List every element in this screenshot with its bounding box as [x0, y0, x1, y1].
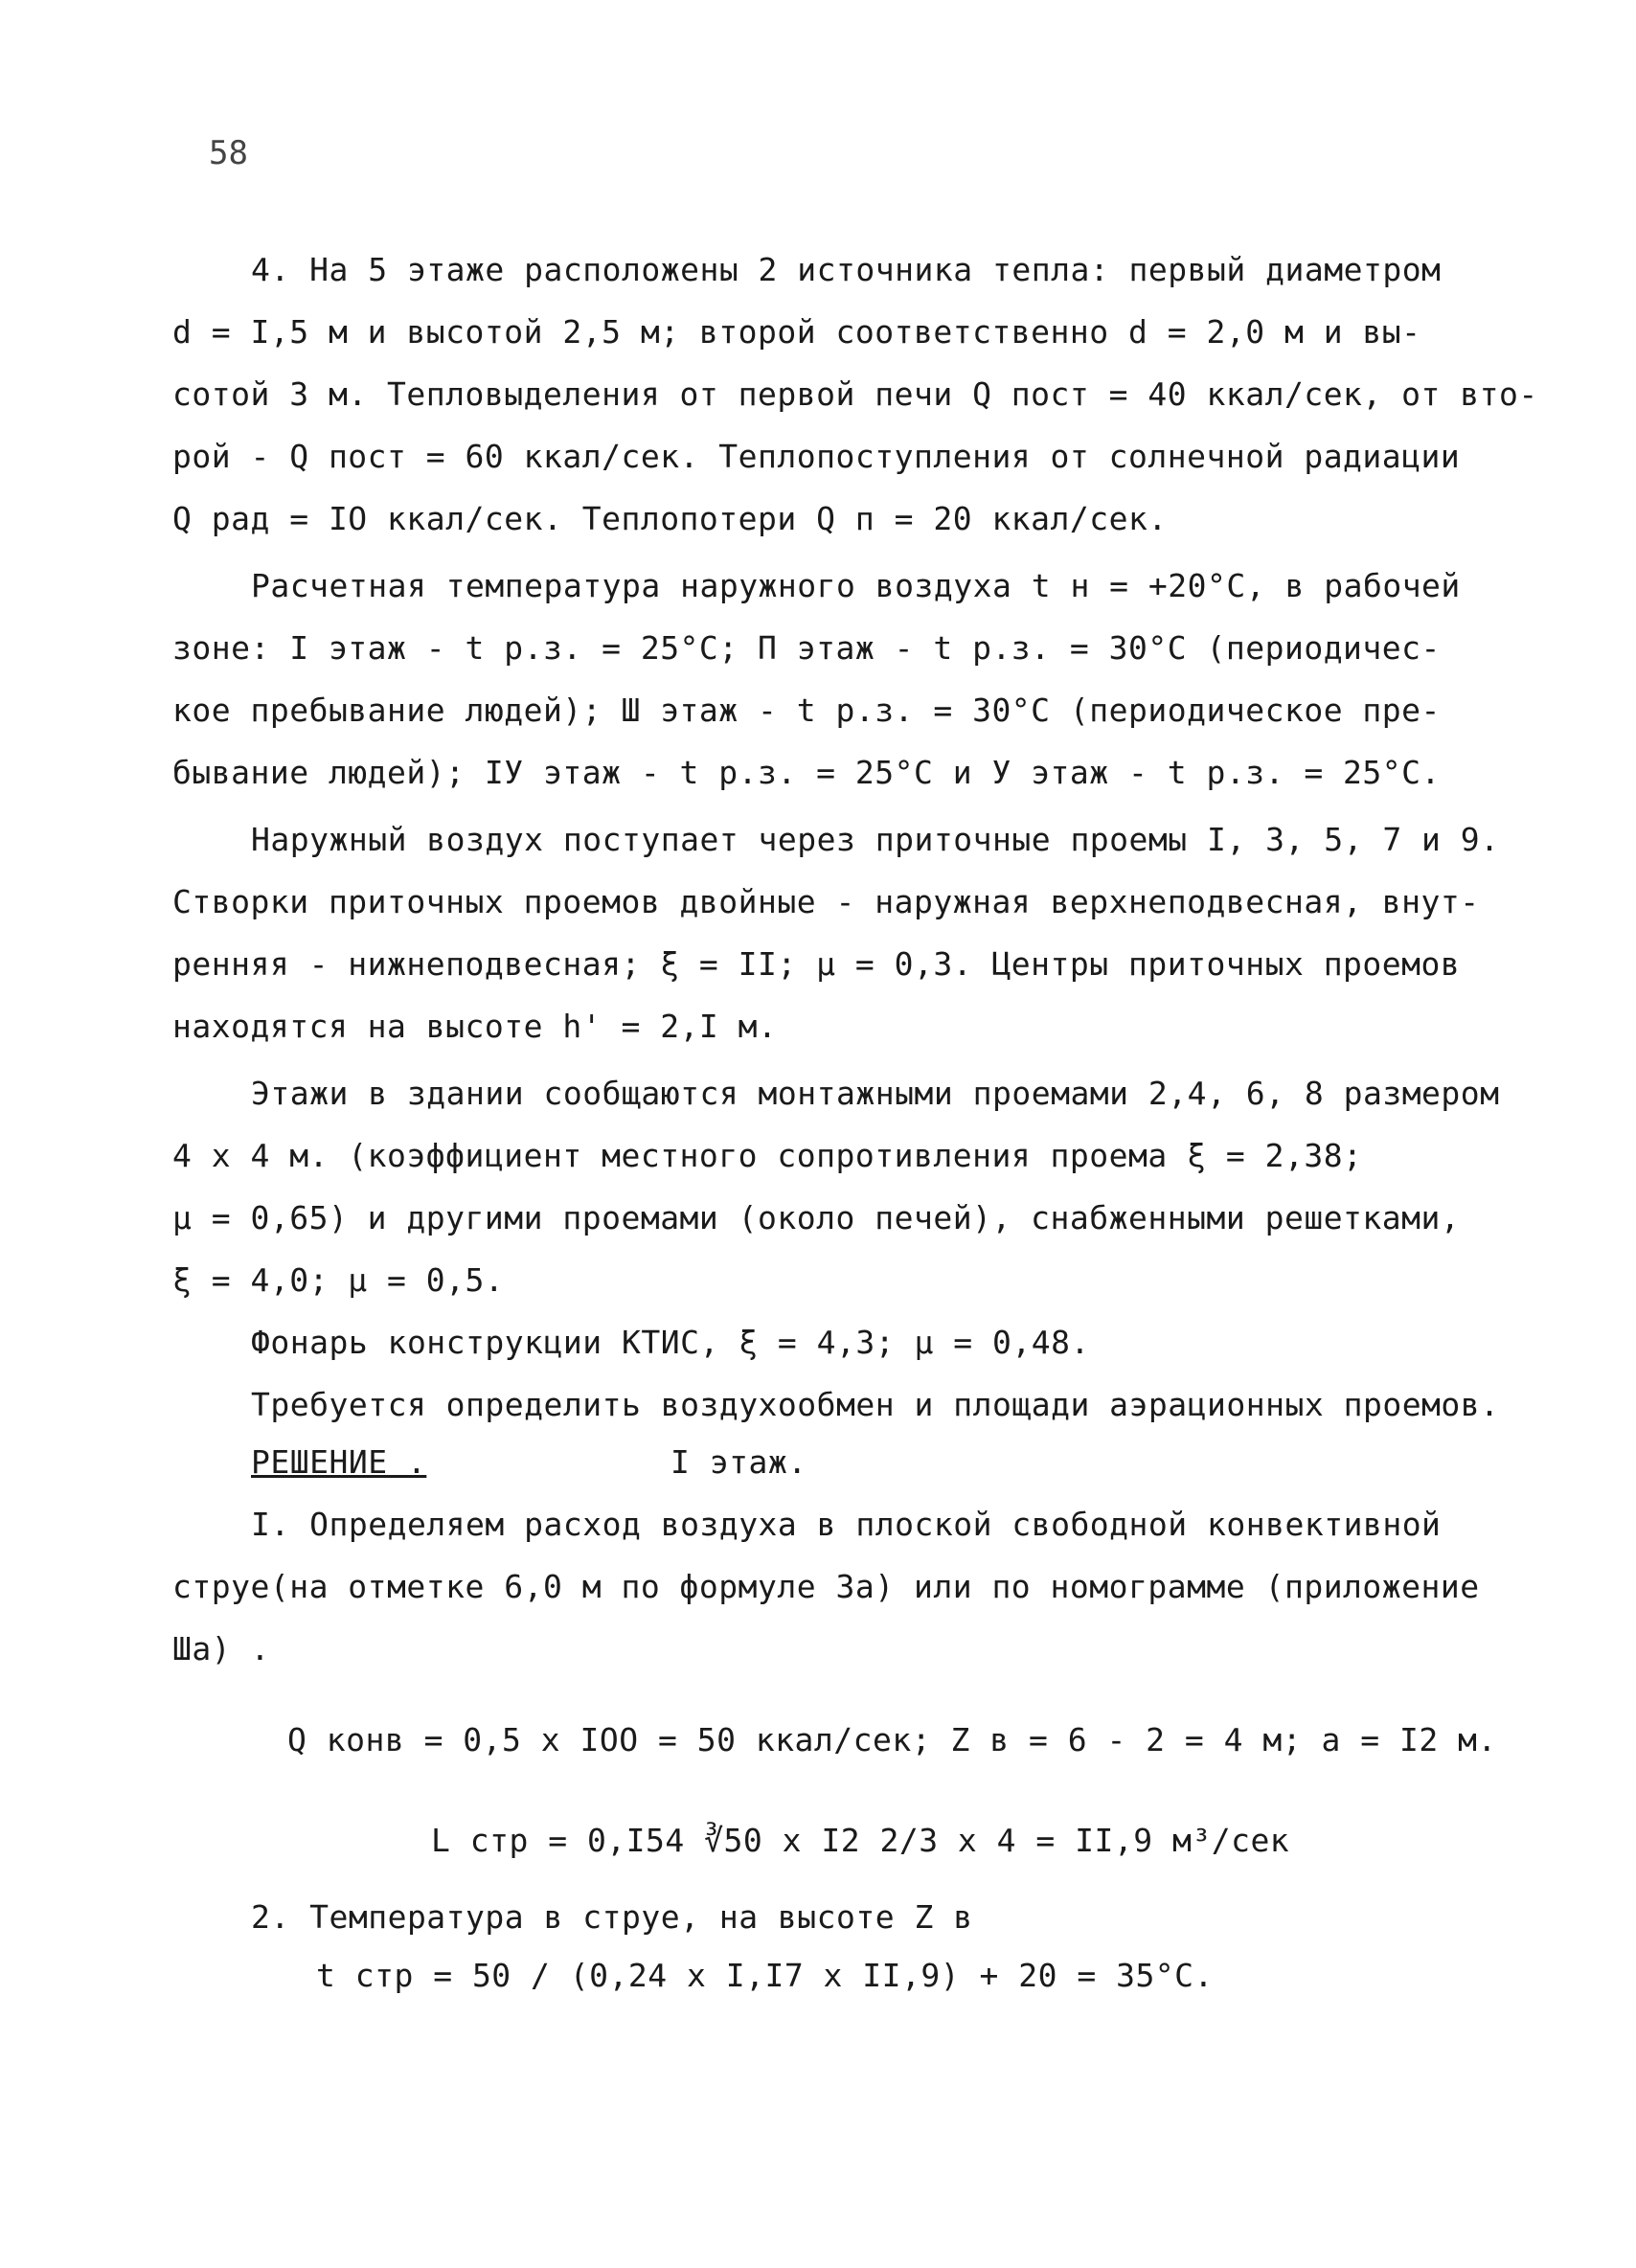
text-line: Этажи в здании сообщаются монтажными проемами 2,4, 6, 8 размером [251, 1075, 1500, 1112]
text-line: сотой 3 м. Тепловыделения от первой печи Q пост = 40 ккал/сек, от вто- [172, 375, 1538, 413]
text-line: Створки приточных проемов двойные - наружная верхнеподвесная, внут- [172, 883, 1480, 920]
formula-line: t стр = 50 / (0,24 х I,I7 х II,9) + 20 = 35°C. [316, 1957, 1214, 1994]
text-line: Фонарь конструкции КТИС, ξ = 4,3; μ = 0,48. [251, 1324, 1090, 1361]
text-line: Наружный воздух поступает через приточные проемы I, 3, 5, 7 и 9. [251, 821, 1500, 858]
formula-line: Q конв = 0,5 х IOO = 50 ккал/сек; Z в = 6 - 2 = 4 м; a = I2 м. [287, 1721, 1497, 1758]
text-line: зоне: I этаж - t р.з. = 25°C; П этаж - t р.з. = 30°C (периодичес- [172, 629, 1441, 667]
solution-heading: РЕШЕНИЕ . [251, 1443, 427, 1481]
text-line: μ = 0,65) и другими проемами (около печей), снабженными решетками, [172, 1199, 1461, 1236]
text-line: Q рад = IO ккал/сек. Теплопотери Q п = 20 ккал/сек. [172, 500, 1168, 537]
text-line: Требуется определить воздухообмен и площади аэрационных проемов. [251, 1386, 1500, 1423]
text-line: Расчетная температура наружного воздуха t н = +20°C, в рабочей [251, 567, 1461, 604]
text-line: кое пребывание людей); Ш этаж - t р.з. = 30°C (периодическое пре- [172, 692, 1441, 729]
text-line: струе(на отметке 6,0 м по формуле 3а) или по номограмме (приложение [172, 1568, 1480, 1605]
text-line: 4 х 4 м. (коэффициент местного сопротивления проема ξ = 2,38; [172, 1137, 1363, 1174]
text-line: ренняя - нижнеподвесная; ξ = II; μ = 0,3. Центры приточных проемов [172, 945, 1461, 983]
text-line: находятся на высоте h' = 2,I м. [172, 1008, 778, 1045]
text-line: 4. На 5 этаже расположены 2 источника тепла: первый диаметром [251, 251, 1442, 288]
text-line: ξ = 4,0; μ = 0,5. [172, 1261, 505, 1299]
text-line: 2. Температура в струе, на высоте Z в [251, 1898, 973, 1936]
formula-line: L стр = 0,I54 ∛50 х I2 2/3 х 4 = II,9 м³/сек [431, 1822, 1290, 1859]
page-number: 58 [209, 134, 248, 172]
text-line: рой - Q пост = 60 ккал/сек. Теплопоступления от солнечной радиации [172, 438, 1461, 475]
text-line: Ша) . [172, 1630, 270, 1667]
text-line: бывание людей); IУ этаж - t р.з. = 25°C и У этаж - t р.з. = 25°C. [172, 754, 1441, 791]
section-heading: I этаж. [670, 1443, 807, 1481]
text-line: d = I,5 м и высотой 2,5 м; второй соответственно d = 2,0 м и вы- [172, 313, 1421, 351]
text-line: I. Определяем расход воздуха в плоской свободной конвективной [251, 1506, 1442, 1543]
